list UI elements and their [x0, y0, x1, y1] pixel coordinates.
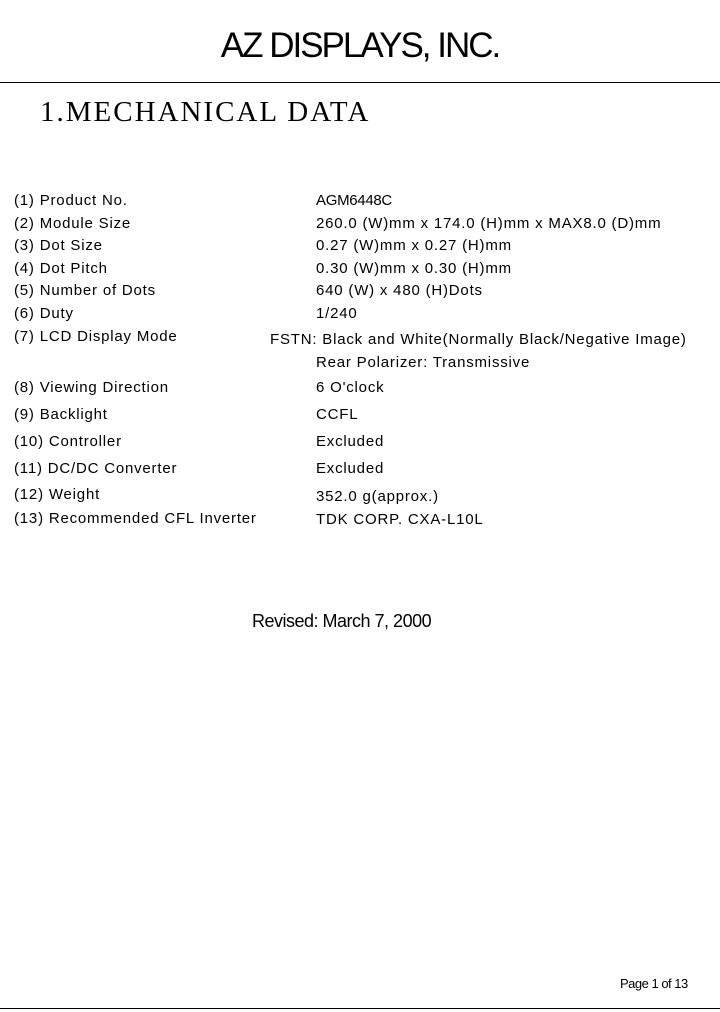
spec-value-dc-dc-converter: Excluded: [316, 460, 385, 477]
spec-value-cfl-inverter: TDK CORP. CXA-L10L: [316, 511, 484, 528]
spec-label-dot-size: (3) Dot Size: [14, 237, 103, 254]
spec-value-backlight: CCFL: [316, 406, 359, 423]
spec-value-lcd-display-mode: FSTN: Black and White(Normally Black/Negative Image): [270, 331, 687, 348]
spec-label-dc-dc-converter: (11) DC/DC Converter: [14, 460, 178, 477]
spec-value-weight: 352.0 g(approx.): [316, 488, 439, 505]
spec-label-product-no: (1) Product No.: [14, 192, 128, 209]
footer-divider: [0, 1008, 720, 1009]
spec-label-cfl-inverter: (13) Recommended CFL Inverter: [14, 510, 257, 527]
spec-value-rear-polarizer: Rear Polarizer: Transmissive: [316, 354, 531, 371]
spec-label-lcd-display-mode: (7) LCD Display Mode: [14, 328, 178, 345]
company-name: AZ DISPLAYS, INC.: [220, 26, 500, 65]
revision-date: Revised: March 7, 2000: [252, 611, 432, 631]
page-number: Page 1 of 13: [620, 976, 688, 991]
spec-label-duty: (6) Duty: [14, 305, 74, 322]
spec-label-module-size: (2) Module Size: [14, 215, 132, 232]
spec-value-duty: 1/240: [316, 305, 358, 322]
spec-label-backlight: (9) Backlight: [14, 406, 108, 423]
spec-label-controller: (10) Controller: [14, 433, 122, 450]
spec-label-viewing-direction: (8) Viewing Direction: [14, 379, 169, 396]
spec-value-number-of-dots: 640 (W) x 480 (H)Dots: [316, 282, 483, 299]
section-title: 1.MECHANICAL DATA: [40, 96, 371, 128]
spec-value-dot-pitch: 0.30 (W)mm x 0.30 (H)mm: [316, 260, 512, 277]
spec-value-viewing-direction: 6 O'clock: [316, 379, 385, 396]
spec-value-product-no: AGM6448C: [316, 192, 392, 209]
header-divider: [0, 82, 720, 83]
spec-value-controller: Excluded: [316, 433, 385, 450]
spec-value-module-size: 260.0 (W)mm x 174.0 (H)mm x MAX8.0 (D)mm: [316, 215, 662, 232]
spec-label-dot-pitch: (4) Dot Pitch: [14, 260, 108, 277]
spec-value-dot-size: 0.27 (W)mm x 0.27 (H)mm: [316, 237, 512, 254]
spec-label-number-of-dots: (5) Number of Dots: [14, 282, 156, 299]
spec-label-weight: (12) Weight: [14, 486, 101, 503]
